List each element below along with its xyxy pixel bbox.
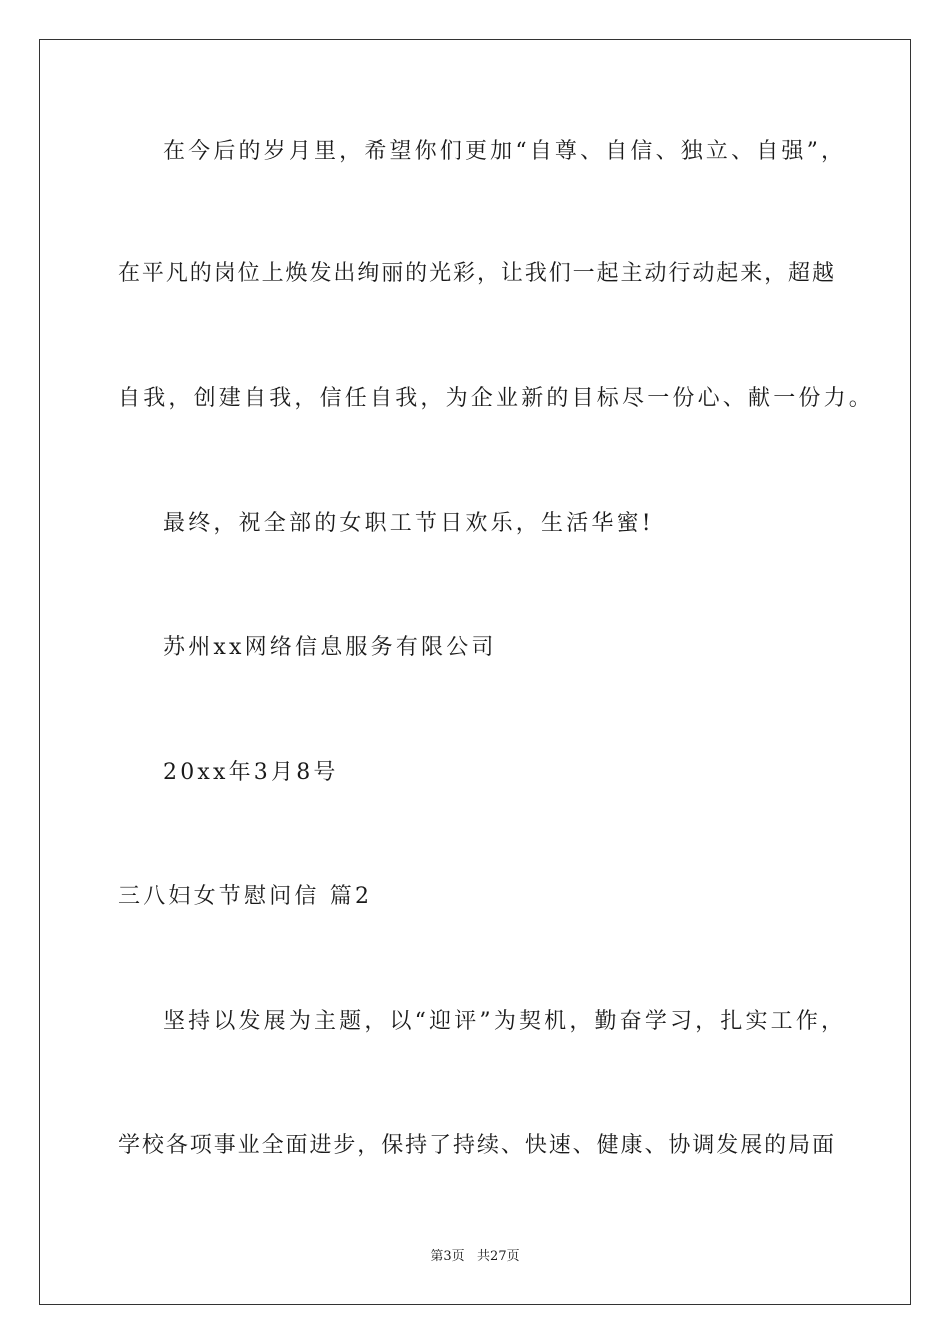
paragraph-line-2: 在平凡的岗位上焕发出绚丽的光彩，让我们一起主动行动起来，超越 xyxy=(118,261,834,286)
signature-company: 苏州xx网络信息服务有限公司 xyxy=(163,635,497,660)
paragraph-line-3: 自我，创建自我，信任自我，为企业新的目标尽一份心、献一份力。 xyxy=(118,386,875,411)
paragraph-line-4: 坚持以发展为主题，以“迎评”为契机，勤奋学习，扎实工作， xyxy=(163,1009,843,1034)
paragraph-line-5: 学校各项事业全面进步，保持了持续、快速、健康、协调发展的局面 xyxy=(118,1133,834,1158)
paragraph-line-1: 在今后的岁月里，希望你们更加“自尊、自信、独立、自强”， xyxy=(163,139,843,164)
closing-wish: 最终，祝全部的女职工节日欢乐，生活华蜜! xyxy=(163,511,654,536)
signature-date: 20xx年3月8号 xyxy=(163,760,339,785)
section-heading: 三八妇女节慰问信 篇2 xyxy=(118,884,373,909)
page-footer: 第3页 共27页 xyxy=(430,1249,520,1264)
page-border xyxy=(39,39,911,1305)
